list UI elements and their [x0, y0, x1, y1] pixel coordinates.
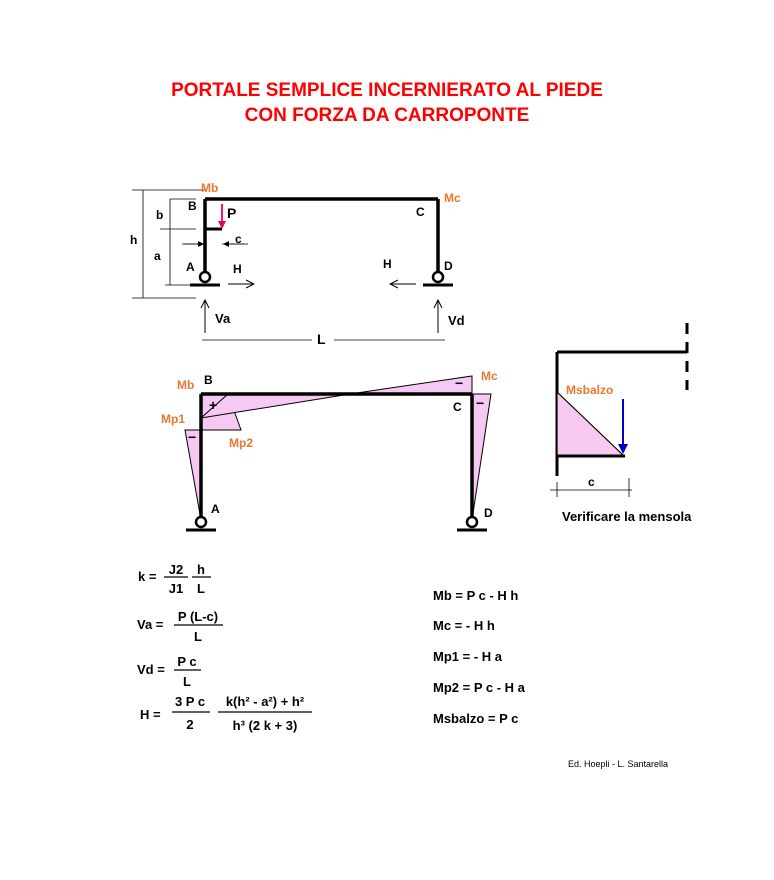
vd-num: P c: [177, 654, 197, 669]
mensola-diagram: [550, 323, 692, 524]
moment-diagram: [161, 369, 498, 530]
label-dim-b: b: [156, 208, 164, 222]
formula-mp1: Mp1 = - H a: [433, 649, 502, 664]
label-mp2: Mp2: [229, 436, 253, 450]
label-vd: Vd: [448, 313, 465, 328]
label-node-b: B: [188, 199, 197, 213]
formula-mp2: Mp2 = P c - H a: [433, 680, 525, 695]
label-mp1: Mp1: [161, 412, 185, 426]
label-dim-l: L: [317, 331, 326, 347]
label-mc: Mc: [444, 191, 461, 205]
formula-vd: [137, 654, 201, 689]
k-den-1: J1: [168, 581, 184, 596]
sign-minus-column-a: −: [188, 429, 197, 445]
label-va: Va: [215, 311, 231, 326]
credit: Ed. Hoepli - L. Santarella: [568, 759, 669, 769]
h-num-2: k(h² - a²) + h²: [225, 694, 305, 709]
label-dim-c: c: [235, 232, 242, 246]
formulas-left: [137, 562, 312, 733]
label-mc: Mc: [481, 369, 498, 383]
label-mb: Mb: [177, 378, 195, 392]
label-node-d: D: [484, 506, 493, 520]
sign-minus-beam: −: [455, 375, 464, 391]
hinge-a: [196, 517, 206, 527]
sign-plus: +: [209, 397, 218, 413]
formula-mc: Mc = - H h: [433, 618, 495, 633]
sign-minus-column-d: −: [476, 395, 485, 411]
label-node-a: A: [186, 260, 195, 274]
label-mb: Mb: [201, 181, 219, 195]
hinge-a: [200, 272, 210, 282]
title-line-1: PORTALE SEMPLICE INCERNIERATO AL PIEDE: [171, 80, 603, 101]
label-node-d: D: [444, 259, 453, 273]
label-load-p: P: [227, 205, 237, 221]
portal-frame: [130, 181, 465, 347]
label-dim-c: c: [588, 475, 595, 489]
formula-va: [137, 609, 223, 644]
h-den-1: 2: [186, 717, 194, 732]
hinge-d: [433, 272, 443, 282]
label-dim-h: h: [130, 233, 138, 247]
label-h-left: H: [233, 262, 242, 276]
k-den-2: L: [197, 581, 205, 596]
label-node-c: C: [453, 400, 462, 414]
dimension-lines: [132, 190, 445, 340]
vd-lhs: Vd =: [137, 662, 165, 677]
title-line-2: CON FORZA DA CARROPONTE: [244, 105, 530, 126]
va-num: P (L-c): [177, 609, 219, 624]
mensola-caption: Verificare la mensola: [562, 509, 692, 524]
k-num-2: h: [197, 562, 205, 577]
label-node-c: C: [416, 205, 425, 219]
label-msbalzo: Msbalzo: [566, 383, 614, 397]
h-den-2: h³ (2 k + 3): [232, 718, 298, 733]
vd-den: L: [183, 674, 191, 689]
k-lhs: k =: [138, 569, 157, 584]
hinge-d: [467, 517, 477, 527]
va-den: L: [194, 629, 202, 644]
formula-h: [140, 694, 312, 733]
moment-area-beam-left: [201, 394, 350, 418]
formulas-right: [433, 588, 526, 726]
h-lhs: H =: [140, 707, 161, 722]
formula-msbalzo: Msbalzo = P c: [433, 711, 519, 726]
moment-area-column-d: [472, 394, 491, 520]
formula-mb: Mb = P c - H h: [433, 588, 519, 603]
k-num-1: J2: [168, 562, 184, 577]
va-lhs: Va =: [137, 617, 164, 632]
mensola-moment-area: [557, 392, 624, 456]
h-num-1: 3 P c: [174, 694, 206, 709]
label-h-right: H: [383, 257, 392, 271]
label-dim-a: a: [154, 249, 161, 263]
label-node-b: B: [204, 373, 213, 387]
moment-area-beam-right: [350, 376, 472, 394]
formula-k: [138, 562, 211, 596]
label-node-a: A: [211, 502, 220, 516]
